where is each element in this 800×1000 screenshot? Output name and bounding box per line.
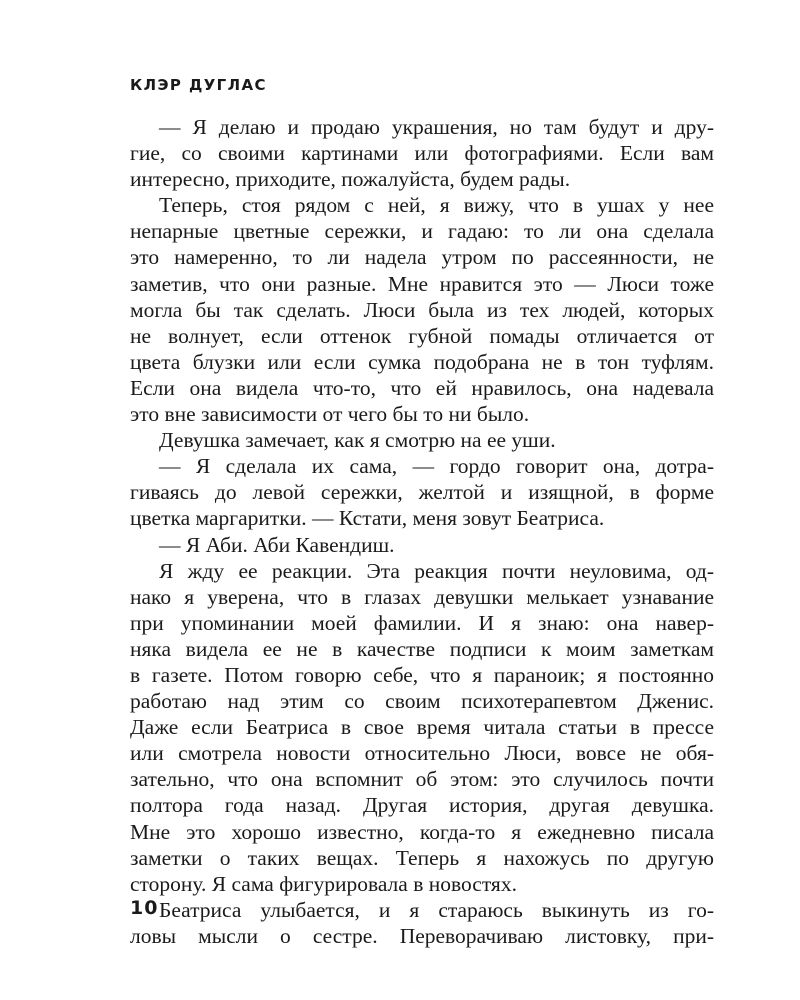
text-line: могла бы так сделать. Люси была из тех людей, которых (130, 297, 714, 322)
text-line: заметки о таких вещах. Теперь я нахожусь по другую (130, 845, 714, 870)
text-line: полтора года назад. Другая история, другая девушка. (130, 793, 714, 818)
text-line: Если она видела что-то, что ей нравилось, она надевала (130, 375, 714, 400)
text-line: ловы мысли о сестре. Переворачиваю листовку, при- (130, 923, 714, 948)
text-line: это намеренно, то ли надела утром по рассеянности, не (130, 245, 714, 270)
text-line: — Я Аби. Аби Кавендиш. (159, 532, 395, 557)
text-line: это вне зависимости от чего бы то ни было. (130, 402, 530, 427)
text-line: интересно, приходите, пожалуйста, будем рады. (130, 167, 571, 192)
text-line: Мне это хорошо известно, когда-то я ежедневно писала (130, 819, 714, 844)
text-line: в газете. Потом говорю себе, что я параноик; я постоянно (130, 662, 714, 687)
text-line: Девушка замечает, как я смотрю на ее уши. (159, 428, 556, 453)
running-head: КЛЭР ДУГЛАС (130, 76, 267, 94)
text-line: Теперь, стоя рядом с ней, я вижу, что в ушах у нее (159, 193, 714, 218)
text-line: — Я делаю и продаю украшения, но там будут и дру- (159, 115, 714, 139)
page-number: 10 (130, 897, 159, 919)
body-text (130, 114, 714, 949)
text-line: Я жду ее реакции. Эта реакция почти неуловима, од- (159, 558, 714, 583)
text-line: нако я уверена, что в глазах девушки мелькает узнавание (130, 584, 714, 609)
text-line: цветка маргаритки. — Кстати, меня зовут Беатриса. (130, 506, 605, 531)
text-line: или смотрела новости относительно Люси, вовсе не обя- (130, 741, 714, 766)
text-line: сторону. Я сама фигурировала в новостях. (130, 871, 517, 896)
text-line: гиваясь до левой сережки, желтой и изящной, в форме (130, 480, 714, 505)
text-line: няка видела ее не в качестве подписи к моим заметкам (130, 636, 714, 661)
text-line: заметив, что они разные. Мне нравится это — Люси тоже (130, 271, 714, 296)
text-line: зательно, что она вспомнит об этом: это случилось почти (130, 767, 714, 792)
text-line: непарные цветные сережки, и гадаю: то ли она сделала (130, 219, 714, 244)
text-line: Беатриса улыбается, и я стараюсь выкинуть из го- (159, 897, 714, 922)
text-line: не волнует, если оттенок губной помады отличается от (130, 323, 714, 348)
text-line: — Я сделала их сама, — гордо говорит она, дотра- (159, 454, 714, 479)
text-line: гие, со своими картинами или фотографиями. Если вам (130, 141, 714, 166)
text-line: при упоминании моей фамилии. И я знаю: она навер- (130, 610, 714, 635)
text-line: работаю над этим со своим психотерапевтом Дженис. (130, 689, 714, 714)
text-line: Даже если Беатриса в свое время читала статьи в прессе (130, 715, 714, 740)
text-line: цвета блузки или если сумка подобрана не в тон туфлям. (130, 349, 714, 374)
